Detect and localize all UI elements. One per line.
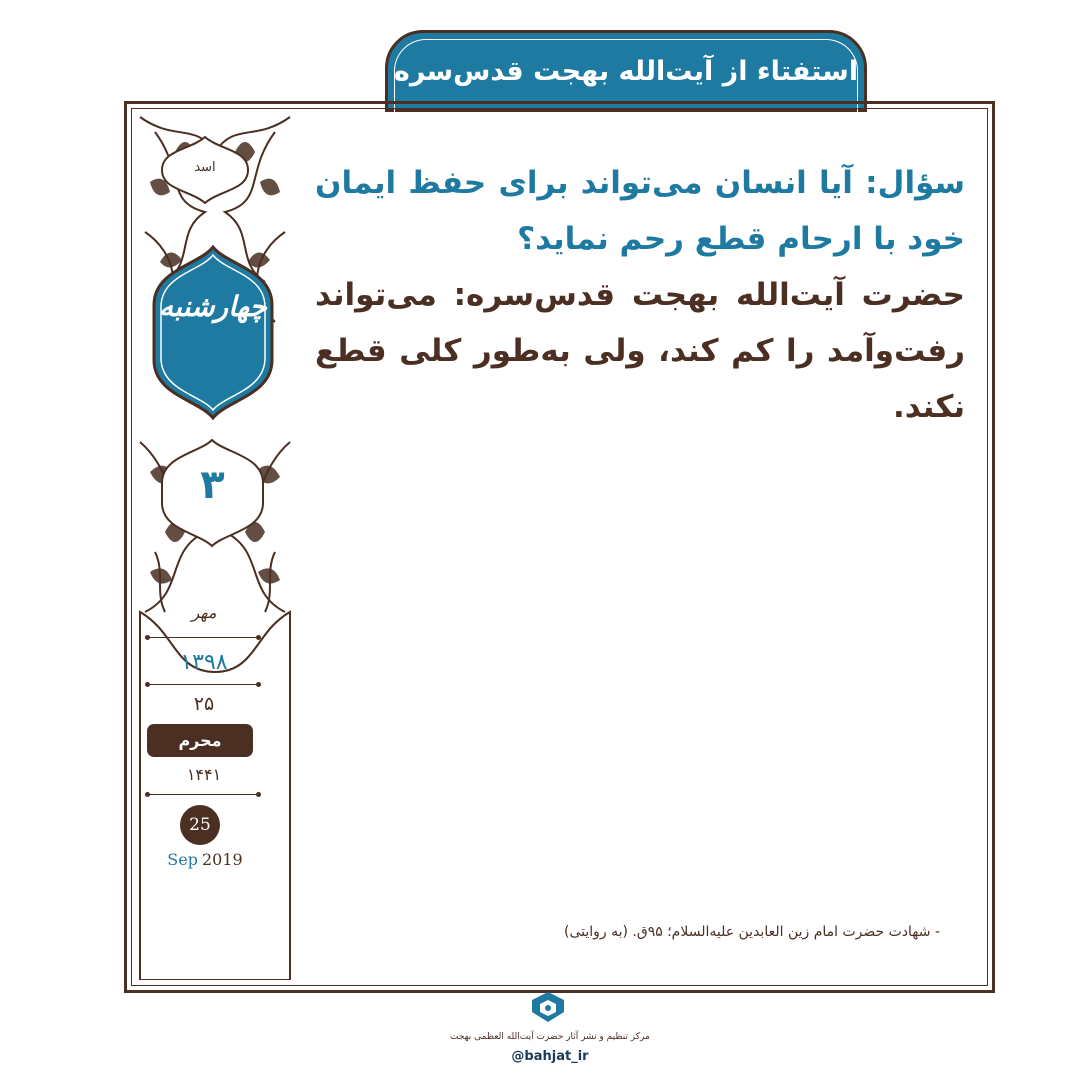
- zodiac-label: اسد: [194, 160, 216, 175]
- question-text: سؤال: آیا انسان می‌تواند برای حفظ ایمان خود با ارحام قطع رحم نماید؟: [315, 165, 965, 257]
- social-handle[interactable]: @bahjat_ir: [511, 1049, 589, 1064]
- gregorian-day: 25: [180, 805, 220, 845]
- shamsi-year: ۱۳۹۸: [180, 650, 228, 675]
- footer-strip: [450, 1024, 650, 1050]
- gregorian-month: Sep: [167, 850, 198, 869]
- answer-text: حضرت آیت‌الله بهجت قدس‌سره: می‌تواند رفت‌وآمد را کم کند، ولی به‌طور کلی قطع نکند.: [315, 277, 965, 425]
- weekday-label: چهارشنبه: [159, 290, 267, 323]
- footer-org: مرکز تنظیم و نشر آثار حضرت آیت‌الله العظمی بهجت: [450, 1032, 650, 1042]
- gregorian-year: 2019: [201, 850, 243, 869]
- header-title: استفتاء از آیت‌الله بهجت قدس‌سره: [393, 55, 859, 87]
- hijri-year: ۱۴۴۱: [186, 765, 222, 784]
- main-content: [315, 155, 965, 435]
- divider: [148, 684, 258, 685]
- gregorian-month-year: [155, 850, 255, 869]
- hijri-day: ۲۵: [193, 693, 215, 715]
- footnote: - شهادت حضرت امام زین العابدین علیه‌السلام؛ ۹۵ق. (به روایتی): [563, 924, 940, 940]
- divider: [148, 637, 258, 638]
- hijri-month-badge: محرم: [147, 724, 253, 757]
- logo-icon: [530, 990, 566, 1024]
- weekday-badge: [152, 245, 274, 420]
- divider: [148, 794, 258, 795]
- header-banner: [385, 30, 867, 112]
- shamsi-month: مهر: [191, 603, 217, 622]
- day-number: ۳: [200, 462, 225, 508]
